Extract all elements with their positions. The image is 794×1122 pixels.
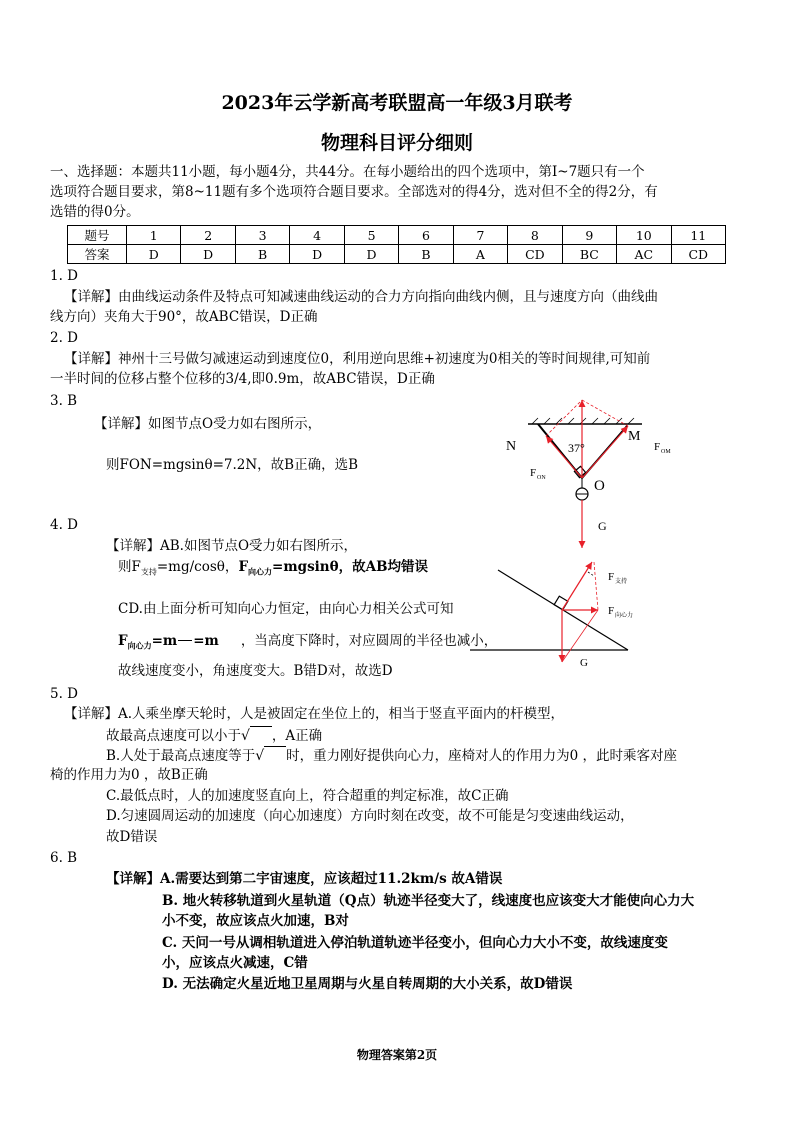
- q3-label-fon: F: [530, 467, 537, 479]
- q4-force-diagram: [470, 554, 640, 674]
- q6-line-5: 小，应该点火减速，C错: [162, 955, 308, 971]
- table-cell: AC: [617, 245, 671, 264]
- sqrt-overline: [264, 746, 286, 766]
- q4-text: F: [238, 559, 249, 575]
- sqrt-icon: √: [255, 748, 265, 764]
- q4-label: 4. D: [50, 517, 78, 533]
- q5-line-6: D.匀速圆周运动的加速度（向心加速度）方向时刻在改变，故不可能是匀变速曲线运动，: [106, 808, 634, 824]
- table-cell: B: [235, 245, 289, 264]
- q6-line-1: 【详解】A.需要达到第二宇宙速度，应该超过11.2km/s 故A错误: [106, 871, 503, 887]
- q4-line-1: 【详解】AB.如图节点O受力如右图所示，: [106, 538, 358, 554]
- q4-subscript: 向心力: [127, 640, 152, 651]
- q3-label-o: O: [594, 478, 605, 494]
- table-row: [68, 245, 726, 264]
- q4-label-fs-sub: 支持: [615, 579, 628, 585]
- q3-label: 3. B: [50, 393, 78, 409]
- table-header-cell: 答案: [68, 245, 127, 264]
- table-cell: D: [181, 245, 235, 264]
- q5-text: 故最高点速度可以小于: [106, 728, 241, 744]
- table-cell: 8: [508, 226, 562, 245]
- q3-label-g: G: [598, 519, 607, 533]
- q4-subscript: 向心力: [248, 566, 273, 577]
- table-cell: 3: [235, 226, 289, 245]
- page-subtitle: 物理科目评分细则: [320, 132, 473, 154]
- q6-line-3: 小不变，故应该点火加速，B对: [162, 913, 349, 929]
- table-header-cell: 题号: [68, 226, 127, 245]
- q3-label-m: M: [628, 429, 641, 444]
- q4-text: 则F: [118, 559, 141, 575]
- q1-line-2: 线方向）夹角大于90°，故ABC错误，D正确: [50, 309, 318, 325]
- q4-line-4: [118, 632, 497, 656]
- q5-line-3: [106, 746, 677, 766]
- q6-line-4: C. 天问一号从调相轨道进入停泊轨道轨迹半径变小，但向心力大小不变，故线速度变: [162, 935, 668, 951]
- q4-text: =m: [193, 633, 219, 649]
- sqrt-overline: [250, 726, 272, 746]
- q5-label: 5. D: [50, 686, 78, 702]
- q4-text: ，当高度下降时，对应圆周的半径也减小，: [240, 633, 498, 649]
- q2-label: 2. D: [50, 330, 78, 346]
- table-cell: 2: [181, 226, 235, 245]
- table-cell: 7: [453, 226, 507, 245]
- q4-text: F: [118, 633, 128, 649]
- q1-line-1: 【详解】由曲线运动条件及特点可知减速曲线运动的合力方向指向曲线内侧，且与速度方向（曲线曲: [64, 289, 658, 305]
- q4-label-fs: F: [608, 571, 615, 583]
- q4-label-g: G: [580, 657, 588, 669]
- table-cell: 1: [127, 226, 181, 245]
- q4-line-5: 故线速度变小，角速度变大。B错D对，故选D: [118, 663, 393, 679]
- page-title: 2023年云学新高考联盟高一年级3月联考: [221, 92, 573, 114]
- table-cell: B: [399, 245, 453, 264]
- q5-line-1: 【详解】A.人乘坐摩天轮时，人是被固定在坐位上的，相当于竖直平面内的杆模型，: [64, 706, 565, 722]
- intro-line-3: 选错的得0分。: [50, 204, 140, 220]
- q4-label-fc-sub: 向心力: [615, 613, 634, 619]
- table-cell: 5: [344, 226, 398, 245]
- q5-text: ，A正确: [271, 728, 323, 744]
- fraction-bar: [178, 640, 192, 641]
- q4-text: =mg/cosθ，: [156, 559, 239, 575]
- q4-text: =mgsinθ，故AB均错误: [272, 559, 428, 575]
- q5-text: B.人处于最高点速度等于: [106, 748, 256, 764]
- q4-line-3: CD.由上面分析可知向心力恒定，由向心力相关公式可知: [118, 601, 454, 617]
- q6-line-6: D. 无法确定火星近地卫星周期与火星自转周期的大小关系，故D错误: [162, 976, 573, 992]
- q5-line-4: 椅的作用力为0 ，故B正确: [50, 767, 208, 783]
- q5-line-5: C.最低点时，人的加速度竖直向上，符合超重的判定标准，故C正确: [106, 788, 509, 804]
- page-footer: 物理答案第2页: [356, 1048, 438, 1062]
- intro-line-2: 选项符合题目要求，第8~11题有多个选项符合题目要求。全部选对的得4分，选对但不全的得2分，有: [50, 184, 658, 200]
- table-cell: D: [290, 245, 344, 264]
- q6-line-2: B. 地火转移轨道到火星轨道（Q点）轨迹半径变大了，线速度也应该变大才能使向心力大: [162, 893, 695, 909]
- table-cell: A: [453, 245, 507, 264]
- q3-label-angle: 37°: [568, 441, 585, 455]
- q3-label-fon-sub: ON: [537, 475, 546, 481]
- table-cell: BC: [562, 245, 616, 264]
- table-cell: 6: [399, 226, 453, 245]
- q3-line-1: 【详解】如图节点O受力如右图所示，: [94, 416, 322, 432]
- table-cell: 9: [562, 226, 616, 245]
- answer-table: [67, 225, 726, 264]
- table-cell: 4: [290, 226, 344, 245]
- table-cell: 10: [617, 226, 671, 245]
- table-cell: D: [127, 245, 181, 264]
- q4-label-fc: F: [608, 605, 615, 617]
- q4-text: =m: [151, 633, 178, 649]
- q3-label-fom: F: [654, 441, 661, 453]
- q2-line-2: 一半时间的位移占整个位移的3/4,即0.9m，故ABC错误，D正确: [50, 371, 435, 387]
- q4-subscript: 支持: [140, 567, 157, 577]
- q3-force-diagram: [490, 396, 690, 556]
- q6-label: 6. B: [50, 850, 78, 866]
- table-cell: D: [344, 245, 398, 264]
- intro-line-1: 一、选择题：本题共11小题，每小题4分，共44分。在每小题给出的四个选项中，第Ⅰ~7题只有一个: [50, 164, 645, 180]
- table-cell: CD: [508, 245, 562, 264]
- q5-line-2: [106, 726, 322, 746]
- q3-label-n: N: [506, 439, 517, 454]
- q4-line-2: [118, 558, 428, 582]
- table-cell: 11: [671, 226, 725, 245]
- table-cell: CD: [671, 245, 725, 264]
- q5-line-7: 故D错误: [106, 829, 158, 845]
- q2-line-1: 【详解】神州十三号做匀减速运动到速度位0，利用逆向思维+初速度为0相关的等时间规律,可知前: [64, 351, 651, 367]
- q1-label: 1. D: [50, 268, 78, 284]
- q3-label-fom-sub: OM: [661, 449, 671, 455]
- sqrt-icon: √: [241, 728, 250, 744]
- q5-text: 时，重力刚好提供向心力，座椅对人的作用力为0 ，此时乘客对座: [286, 748, 678, 764]
- q3-line-2: 则FON=mgsinθ=7.2N，故B正确，选B: [106, 457, 359, 473]
- table-row: [68, 226, 726, 245]
